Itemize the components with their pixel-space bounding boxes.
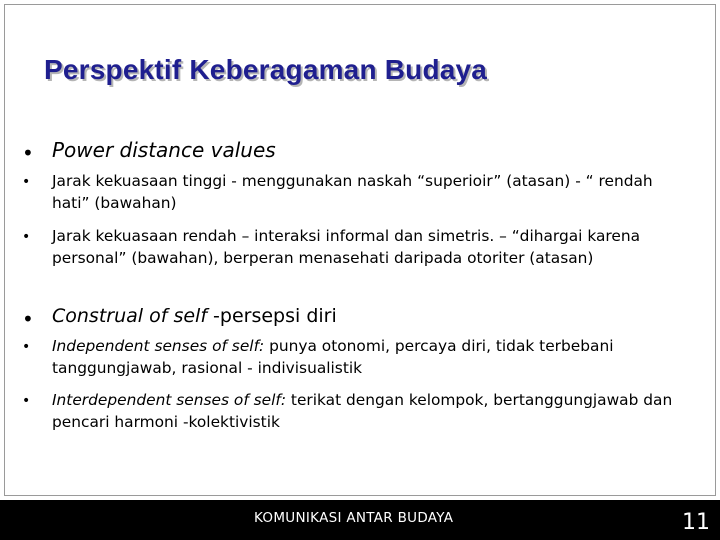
- interdependent-self-desc: terikat dengan kelompok, bertanggungjawab dan pencari harmoni -kolektivistik: [52, 391, 673, 431]
- page-number: 11: [682, 510, 710, 535]
- bullet-marker: •: [22, 229, 31, 245]
- independent-self-item: [52, 335, 692, 379]
- bullet-marker: •: [22, 307, 34, 331]
- bullet-marker: •: [22, 339, 31, 355]
- power-distance-heading: Power distance values: [52, 138, 276, 162]
- power-distance-item-low: Jarak kekuasaan rendah – interaksi informal dan simetris. – “dihargai karena personal” (bawahan), berperan menasehati daripada otoriter (atasan): [52, 227, 641, 267]
- construal-heading: [52, 305, 337, 327]
- bullet-marker: •: [22, 174, 31, 190]
- footer-bar: [0, 500, 720, 540]
- construal-heading-rest: -persepsi diri: [207, 305, 337, 327]
- bullet-marker: •: [22, 141, 34, 165]
- independent-self-term: Independent senses of self:: [52, 337, 265, 355]
- footer-course-title: KOMUNIKASI ANTAR BUDAYA: [254, 510, 454, 526]
- interdependent-self-item: [52, 389, 692, 433]
- independent-self-desc: punya otonomi, percaya diri, tidak terbebani tanggungjawab, rasional - indivisualistik: [52, 337, 614, 377]
- construal-heading-italic: Construal of self: [52, 305, 208, 327]
- bullet-marker: •: [22, 393, 31, 409]
- interdependent-self-term: Interdependent senses of self:: [52, 391, 287, 409]
- slide-title: Perspektif Keberagaman Budaya: [44, 54, 488, 85]
- power-distance-item-high: Jarak kekuasaan tinggi - menggunakan naskah “superioir” (atasan) - “ rendah hati” (bawahan): [52, 172, 653, 212]
